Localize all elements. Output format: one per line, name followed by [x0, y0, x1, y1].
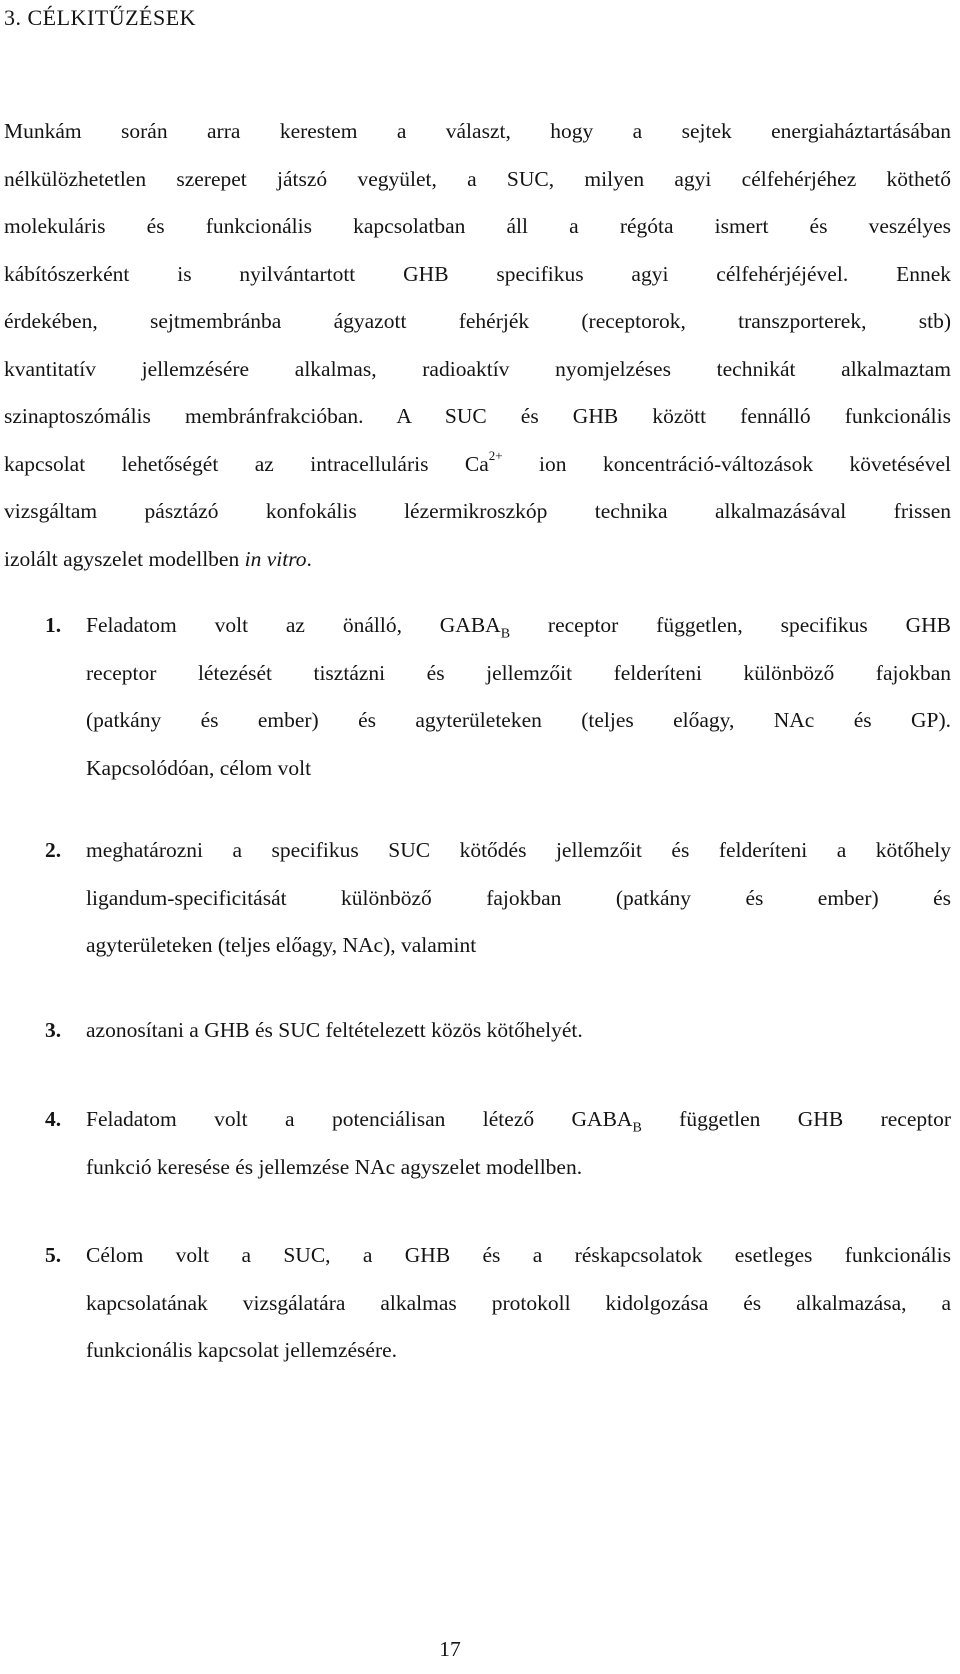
objective-text	[86, 602, 951, 792]
objective-line: azonosítani a GHB és SUC feltételezett közös kötőhelyét.	[86, 1018, 583, 1042]
objective-line-part: független GHB receptor	[641, 1107, 951, 1131]
intro-line8-part-b: ion koncentráció-változások követésével	[502, 451, 951, 476]
objective-line: kapcsolatának vizsgálatára alkalmas protokoll kidolgozása és alkalmazása, a	[86, 1290, 951, 1315]
objective-line: agyterületeken (teljes előagy, NAc), valamint	[86, 933, 477, 957]
objective-line-part: Feladatom volt a potenciálisan létező GABA	[86, 1107, 633, 1131]
intro-line: molekuláris és funkcionális kapcsolatban áll a régóta ismert és veszélyes	[4, 214, 951, 238]
objective-number: 2.	[45, 838, 62, 862]
objective-number: 5.	[45, 1243, 62, 1267]
objective-line: Kapcsolódóan, célom volt	[86, 755, 312, 780]
objective-number: 1.	[45, 613, 62, 637]
objective-text	[86, 827, 951, 970]
objective-line: Célom volt a SUC, a GHB és a réskapcsolatok esetleges funkcionális	[86, 1243, 951, 1267]
in-vitro-italic: in vitro	[244, 546, 307, 571]
intro-line8-part-a: kapcsolat lehetőségét az intracelluláris Ca	[4, 451, 489, 476]
objective-text	[86, 1096, 951, 1191]
intro-line: szinaptoszómális membránfrakcióban. A SUC és GHB között fennálló funkcionális	[4, 404, 951, 428]
intro-line	[4, 441, 951, 489]
objective-line: funkcionális kapcsolat jellemzésére.	[86, 1338, 398, 1362]
intro-line10-part-b: .	[306, 546, 312, 571]
intro-line	[4, 536, 951, 584]
objective-number: 3.	[45, 1018, 62, 1042]
page-number: 17	[439, 1637, 461, 1661]
intro-line: Munkám során arra kerestem a választ, hogy a sejtek energiaháztartásában	[4, 119, 951, 143]
objective-line	[86, 602, 951, 650]
intro-paragraph	[4, 108, 951, 583]
objective-text	[86, 1232, 951, 1375]
objective-line: (patkány és ember) és agyterületeken (teljes előagy, NAc és GP).	[86, 708, 951, 732]
objective-item-1	[45, 602, 951, 792]
objective-item-5	[45, 1232, 951, 1375]
calcium-superscript: 2+	[488, 448, 503, 464]
objective-text	[86, 1007, 951, 1055]
intro-line: érdekében, sejtmembránba ágyazott fehérjék (receptorok, transzporterek, stb)	[4, 309, 951, 333]
intro-line: vizsgáltam pásztázó konfokális lézermikroszkóp technika alkalmazásával frissen	[4, 499, 951, 523]
intro-line: kábítószerként is nyilvántartott GHB specifikus agyi célfehérjéjével. Ennek	[4, 261, 951, 286]
objective-line-part: receptor független, specifikus GHB	[510, 613, 952, 637]
objective-item-4	[45, 1096, 951, 1191]
intro-line10-part-a: izolált agyszelet modellben	[4, 546, 245, 571]
objective-item-2	[45, 827, 951, 970]
objective-line-part: Feladatom volt az önálló, GABA	[86, 613, 501, 637]
objective-item-3	[45, 1007, 951, 1055]
objective-line: receptor létezését tisztázni és jellemzőit felderíteni különböző fajokban	[86, 660, 951, 685]
intro-line: kvantitatív jellemzésére alkalmas, radioaktív nyomjelzéses technikát alkalmaztam	[4, 356, 951, 381]
objective-line: ligandum-specificitását különböző fajokban (patkány és ember) és	[86, 885, 951, 910]
objective-number: 4.	[45, 1107, 62, 1131]
objective-line: meghatározni a specifikus SUC kötődés jellemzőit és felderíteni a kötőhely	[86, 838, 951, 862]
objective-line: funkció keresése és jellemzése NAc agyszelet modellben.	[86, 1154, 583, 1179]
gaba-b-subscript: B	[500, 626, 511, 642]
gaba-b-subscript: B	[632, 1120, 642, 1136]
objective-line	[86, 1096, 951, 1144]
intro-line: nélkülözhetetlen szerepet játszó vegyület, a SUC, milyen agyi célfehérjéhez köthető	[4, 166, 951, 191]
section-heading: 3. CÉLKITŰZÉSEK	[4, 5, 197, 30]
